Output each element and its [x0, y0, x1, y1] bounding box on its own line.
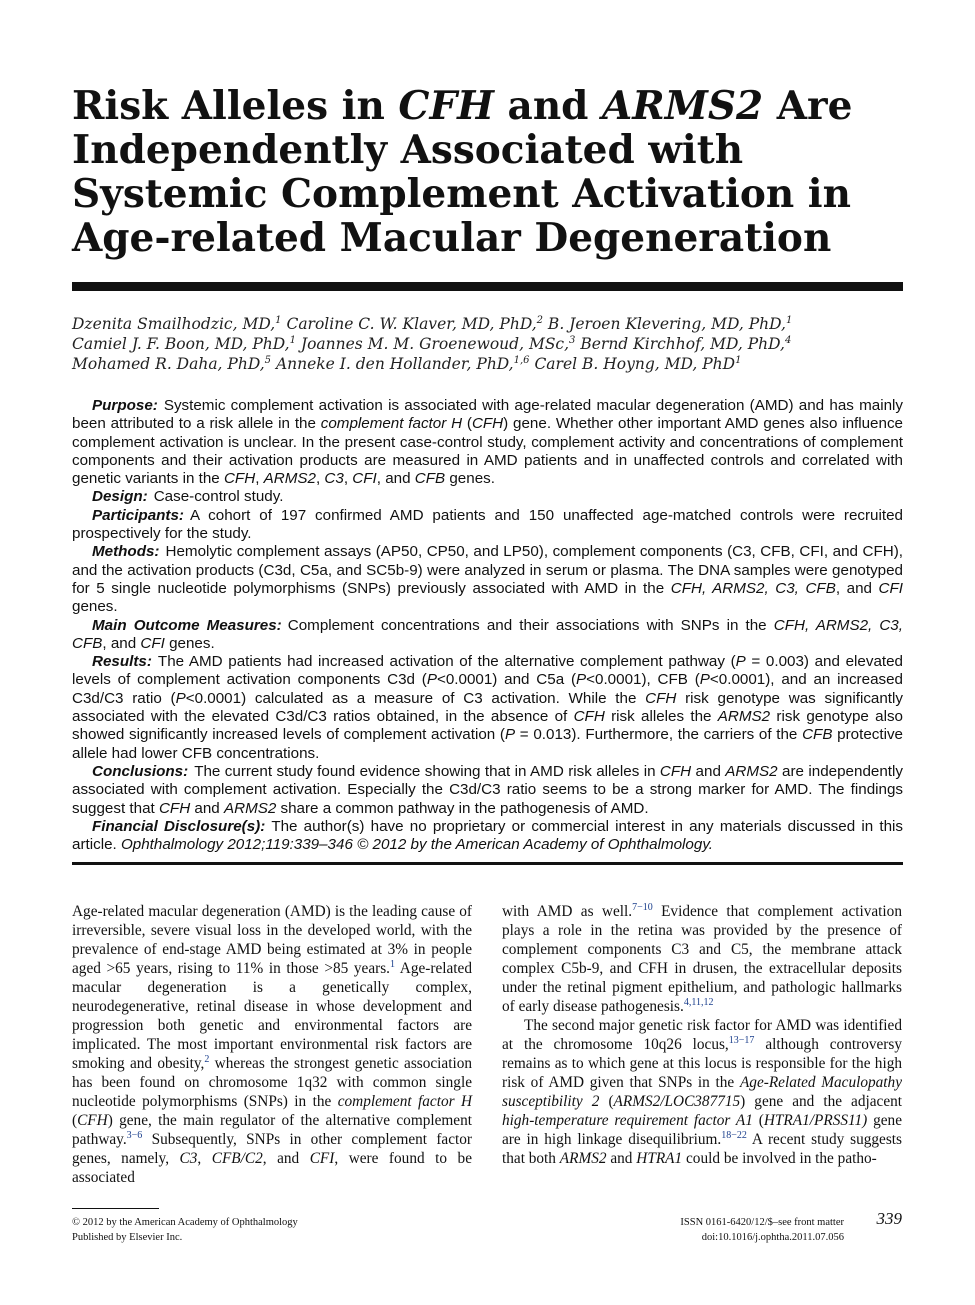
gene-name: ARMS2/LOC387715 [613, 1093, 741, 1110]
body-text: whereas the strongest genetic association has been found on chromosome 1q32 with common single nucleotide polymorphisms (SNPs) in the [72, 1055, 473, 1110]
gene-name: CFI [140, 634, 165, 652]
author-affiliation: 1 [289, 334, 296, 346]
section-label: Results: [92, 653, 152, 671]
abstract-text: risk genotype was significantly associated with the elevated C3d/C3 ratios obtained, in the absence of [72, 689, 903, 726]
abstract-text: The AMD patients had increased activation of the alternative complement pathway ( [157, 653, 736, 671]
section-label: Purpose: [92, 397, 158, 414]
gene-name: CFH [645, 689, 677, 707]
abstract-text: genes. [72, 598, 118, 616]
abstract-text: ) gene. Whether other important AMD genes also influence complement activation is unclear. In the present case-control study, complement activity and concentrations of complement components and their activation products are measured in AMD patients and in unaffected controls and correlated with genetic variants in the [72, 415, 903, 488]
gene-name: CFH, ARMS2, C3, CFB [72, 616, 903, 652]
body-text: ( [752, 1112, 764, 1129]
title-gene-cfh: CFH [398, 83, 494, 129]
reference-link[interactable]: 1 [390, 958, 396, 970]
abstract-text: The current study found evidence showing that in AMD risk alleles in [194, 762, 660, 780]
gene-name: CFH [158, 799, 191, 817]
gene-name: ARMS2 [223, 799, 277, 817]
reference-link[interactable]: 4,11,12 [683, 996, 714, 1008]
gene-name: CFB [414, 470, 446, 488]
author: Bernd Kirchhof, MD, PhD, [575, 335, 785, 353]
gene-name: HTRA1 [636, 1150, 683, 1167]
footer-publisher: Published by Elsevier Inc. [72, 1232, 183, 1243]
author: Dzenita Smailhodzic, MD, [72, 315, 276, 333]
body-text: ) gene, the main regulator of the alternative complement pathway. [72, 1112, 472, 1148]
title-gene-arms2: ARMS2 [602, 83, 764, 129]
abstract-text: and [190, 799, 224, 817]
gene-name: CFH [471, 415, 504, 433]
abstract-text: ( [462, 415, 472, 433]
abstract-outcome-measures [72, 617, 903, 654]
body-text: The second major genetic risk factor for AMD was identified at the chromosome 10q26 locus, [502, 1017, 902, 1053]
gene-name: Age-Related Maculopathy susceptibility 2 [502, 1074, 902, 1110]
body-text: , [197, 1150, 212, 1167]
abstract-text: Hemolytic complement assays (AP50, CP50, and LP50), complement components (C3, CFB, CFI, and CFH), and the activation products (C3d, C5a, and SC5b-9) were analyzed in serum or plasma. The DNA samples were genotyped for 5 single nucleotide polymorphisms (SNPs) previously associated with AMD in the [72, 543, 903, 597]
footer-copyright-block [72, 1215, 452, 1245]
reference-link[interactable]: 2 [204, 1053, 210, 1065]
author-affiliation: 3 [569, 334, 576, 346]
footer-doi[interactable]: doi:10.1016/j.ophtha.2011.07.056 [701, 1232, 844, 1243]
abstract-text: <0.0001), and an increased C3d/C3 ratio ( [72, 671, 903, 707]
abstract-text: are independently associated with complement activation. Especially the C3d/C3 ratio seems to be a strong marker for AMD. The findings suggest that [72, 762, 903, 817]
body-text: ( [72, 1112, 78, 1129]
abstract-text: , [343, 470, 353, 488]
reference-link[interactable]: 13−17 [728, 1034, 755, 1046]
author-affiliation: 2 [536, 314, 543, 326]
author-affiliation: 1,6 [513, 354, 530, 366]
abstract-conclusions [72, 763, 903, 818]
author: Caroline C. W. Klaver, MD, PhD, [281, 315, 537, 333]
title-text: Are Independently Associated with Systemic Complement Activation in Age-related Macular Degeneration [72, 83, 853, 261]
gene-name: C3 [324, 470, 344, 488]
page-number: 339 [876, 1209, 902, 1228]
p-value-symbol: P [576, 671, 587, 689]
journal-citation: Ophthalmology 2012;119:339–346 © 2012 by the American Academy of Ophthalmology. [120, 836, 714, 854]
title-text: Risk Alleles in [72, 83, 399, 129]
author-list [72, 314, 903, 374]
author: Mohamed R. Daha, PhD, [72, 355, 265, 373]
abstract-methods [72, 543, 903, 616]
title-divider [72, 282, 903, 291]
gene-name: CFH [573, 708, 605, 726]
gene-name: high-temperature requirement factor A1 [502, 1112, 753, 1129]
section-label: Design: [92, 488, 148, 506]
body-text: gene are in high linkage disequilibrium. [502, 1112, 902, 1148]
body-column-right [502, 902, 902, 1168]
abstract-text: , and [376, 470, 415, 488]
gene-name: CFB [802, 726, 833, 744]
body-text: , were found to be associated [72, 1150, 472, 1186]
abstract-text: , [255, 470, 264, 488]
abstract [72, 397, 903, 854]
author: B. Jeroen Klevering, MD, PhD, [543, 315, 786, 333]
body-text: with AMD as well. [502, 903, 633, 920]
author-affiliation: 4 [784, 334, 792, 346]
abstract-text: = 0.003) and elevated levels of complement activation components C3d ( [72, 653, 903, 689]
gene-name: ARMS2 [263, 470, 316, 488]
gene-name: CFH [659, 762, 692, 780]
body-text: Age-related macular degeneration is a genetically complex, neurodegenerative, retinal disease in whose development and progression both genetic and environmental factors are implicated. The most important environmental risk factors are smoking and obesity, [72, 960, 472, 1072]
abstract-participants [72, 507, 903, 544]
gene-name: HTRA1/PRSS11) [763, 1112, 868, 1129]
abstract-text: <0.0001) calculated as a measure of C3 activation. While the [185, 689, 646, 707]
article-title [72, 84, 912, 260]
abstract-text: Systemic complement activation is associated with age-related macular degeneration (AMD) and has mainly been attributed to a risk allele in the [72, 397, 903, 433]
section-label: Financial Disclosure(s): [92, 817, 266, 835]
abstract-text: genes. [445, 470, 495, 488]
p-value-symbol: P [699, 671, 710, 689]
author-affiliation: 1 [275, 314, 282, 326]
author: Carel B. Hoyng, MD, PhD [529, 355, 736, 373]
abstract-results [72, 653, 903, 763]
gene-name: CFH, ARMS2, C3, CFB [670, 579, 836, 597]
gene-name: CFH [223, 470, 256, 488]
footer-divider [72, 1208, 159, 1209]
abstract-text: Complement concentrations and their associations with SNPs in the [287, 616, 774, 634]
body-text: could be involved in the patho- [682, 1150, 877, 1167]
author: Joannes M. M. Groenewoud, MSc, [295, 335, 570, 353]
p-value-symbol: P [175, 689, 186, 707]
gene-name: complement factor H [320, 415, 463, 433]
body-column-left [72, 902, 472, 1187]
gene-name: CFB/C2 [211, 1150, 263, 1167]
body-text: ( [599, 1093, 614, 1110]
gene-name: ARMS2 [717, 708, 771, 726]
section-label: Main Outcome Measures: [92, 616, 282, 634]
footer-identifiers [560, 1215, 844, 1245]
abstract-text: , and [835, 579, 879, 597]
abstract-text: genes. [164, 634, 215, 652]
abstract-text: <0.0001) and C5a ( [436, 671, 576, 689]
abstract-text: and [691, 762, 726, 780]
body-paragraph [502, 902, 902, 1016]
abstract-text: , and [102, 634, 141, 652]
p-value-symbol: P [504, 726, 516, 744]
abstract-text: , [315, 470, 325, 488]
footer-issn: ISSN 0161-6420/12/$–see front matter [680, 1217, 844, 1228]
body-text: A recent study suggests that both [502, 1131, 903, 1167]
abstract-purpose [72, 397, 903, 488]
abstract-text: <0.0001), CFB ( [586, 671, 700, 689]
body-text: ) gene and the adjacent [740, 1093, 903, 1110]
section-label: Participants: [92, 506, 184, 524]
gene-name: C3 [179, 1150, 198, 1167]
body-text: Subsequently, SNPs in other complement factor genes, namely, [72, 1131, 472, 1167]
reference-link[interactable]: 3−6 [126, 1129, 143, 1141]
footer-copyright: © 2012 by the American Academy of Ophthalmology [72, 1217, 298, 1228]
body-paragraph [72, 902, 472, 1187]
body-text: Evidence that complement activation plays a role in the retina was provided by the presence of complement components C3 and C5, the membrane attack complex C5b-9, and CFH in drusen, the extracellular deposits under the retinal pigment epithelium, and pathologic hallmarks of early disease pathogenesis. [502, 903, 902, 1015]
author-affiliation: 1 [735, 354, 742, 366]
author: Camiel J. F. Boon, MD, PhD, [72, 335, 290, 353]
abstract-text: A cohort of 197 confirmed AMD patients and 150 unaffected age-matched controls were recruited prospectively for the study. [72, 506, 903, 543]
title-text: and [493, 83, 603, 129]
reference-link[interactable]: 18−22 [721, 1129, 747, 1141]
section-label: Methods: [92, 543, 160, 561]
abstract-text: The author(s) have no proprietary or commercial interest in any materials discussed in this article. [72, 817, 904, 854]
abstract-design [72, 488, 903, 506]
gene-name: ARMS2 [559, 1150, 607, 1167]
abstract-text: risk alleles the [604, 708, 718, 726]
abstract-text: = 0.013). Furthermore, the carriers of the [515, 726, 803, 744]
author-affiliation: 1 [785, 314, 793, 326]
body-text: although controversy remains as to which gene at this locus is responsible for the high risk of AMD given that SNPs in the [502, 1036, 902, 1091]
gene-name: CFH [77, 1112, 108, 1129]
abstract-text: risk genotype also showed significantly increased levels of complement activation ( [72, 708, 903, 744]
abstract-text: Case-control study. [153, 488, 284, 506]
gene-name: CFI [878, 579, 903, 597]
abstract-financial-disclosure [72, 818, 903, 855]
abstract-text: share a common pathway in the pathogenesis of AMD. [276, 799, 649, 817]
gene-name: complement factor H [337, 1093, 472, 1110]
body-text: Age-related macular degeneration (AMD) is the leading cause of irreversible, severe visual loss in the developed world, with the prevalence of end-stage AMD being estimated at 3% in people aged >65 years, rising to 11% in those >85 years. [72, 903, 472, 977]
gene-name: CFI [309, 1150, 335, 1167]
body-text: and [606, 1150, 637, 1167]
author: Anneke I. den Hollander, PhD, [271, 355, 514, 373]
gene-name: CFI [352, 470, 377, 488]
abstract-text: protective allele had lower CFB concentrations. [72, 726, 903, 762]
gene-name: ARMS2 [725, 762, 778, 780]
p-value-symbol: P [426, 671, 437, 689]
reference-link[interactable]: 7−10 [632, 901, 653, 913]
p-value-symbol: P [735, 653, 746, 671]
abstract-divider [72, 862, 903, 865]
body-text: , and [262, 1150, 310, 1167]
author-affiliation: 5 [264, 354, 272, 366]
section-label: Conclusions: [92, 762, 189, 780]
body-paragraph [502, 1016, 902, 1168]
